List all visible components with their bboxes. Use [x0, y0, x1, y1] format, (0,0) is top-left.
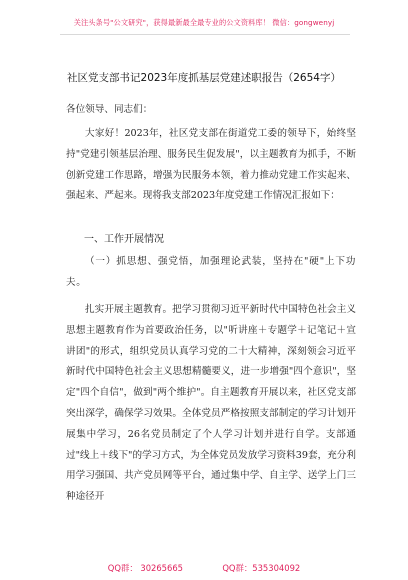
subsection-heading: （一）抓思想、强党悟，加强理论武装，坚持在"硬"上下功夫。 [66, 256, 356, 288]
document-title: 社区党支部书记2023年度抓基层党建述职报告（2654字） [67, 72, 341, 84]
intro-paragraph: 大家好！2023年，社区党支部在街道党工委的领导下，始终坚持"党建引领基层治理、服务民生促发展"，以主题教育为抓手，不断创新党建工作思路，增强为民服务本领，着力推动党建工作实起来、强起来、严起来。现将我支部2023年度党建工作情况汇报如下： [66, 128, 356, 202]
header-notice: 关注头条号"公文研究"，获得最新最全最专业的公文资料库！ 微信：gongwenyj [73, 18, 335, 27]
greeting: 各位领导、同志们： [66, 104, 153, 115]
footer [0, 562, 408, 574]
footer-qq-group-1: QQ群： 30265665 [107, 563, 183, 573]
footer-qq-group-2: QQ群：535304092 [222, 563, 301, 573]
body-paragraph: 扎实开展主题教育。把学习贯彻习近平新时代中国特色社会主义思想主题教育作为首要政治任务，以"听讲座＋专题学＋记笔记＋宣讲团"的形式，组织党员认真学习党的二十大精神，深刻领会习近平新时代中国特色社会主义思想精髓要义，进一步增强"四个意识"，坚定"四个自信"，做到"两个维护"。自主题教育开展以来，社区党支部突出深学，确保学习效果。全体党员严格按照支部制定的学习计划开展集中学习，26名党员制定了个人学习计划并进行自学。支部通过"线上＋线下"的学习方式，为全体党员发放学习资料39套，充分利用学习强国、共产党员网等平台，通过集中学、自主学、送学上门三种途径开 [66, 304, 356, 503]
header-divider [60, 34, 350, 35]
section-heading: 一、工作开展情况 [84, 234, 164, 245]
